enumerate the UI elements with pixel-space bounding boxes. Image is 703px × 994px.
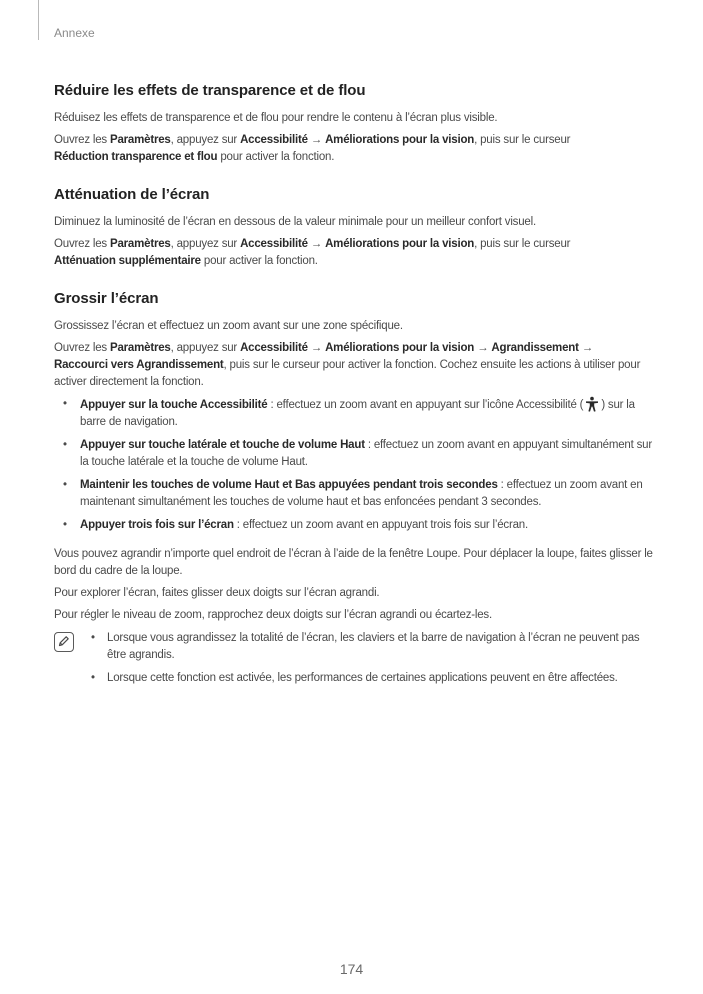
running-header: Annexe (54, 26, 95, 40)
list-item: • Maintenir les touches de volume Haut et Bas appuyées pendant trois secondes : effectuez un zoom avant en maintenant simultanément les touches de volume haut et bas enfoncées pendant 3 secondes. (54, 477, 652, 511)
list-item: • Appuyer trois fois sur l’écran : effectuez un zoom avant en appuyant trois fois sur l’écran. (54, 517, 652, 534)
main-content (54, 82, 654, 693)
note-item: • Lorsque vous agrandissez la totalité de l’écran, les claviers et la barre de navigation à l’écran ne peuvent pas être agrandis. (54, 630, 657, 664)
accessibility-icon (584, 396, 600, 412)
list-item: • Appuyer sur touche latérale et touche de volume Haut : effectuez un zoom avant en appuyant simultanément sur la touche latérale et la touche de volume Haut. (54, 437, 652, 471)
section-title-transparency: Réduire les effets de transparence et de flou (54, 82, 366, 99)
note-item: • Lorsque cette fonction est activée, les performances de certaines applications peuvent en être affectées. (54, 670, 657, 687)
paragraph-explore: Pour explorer l’écran, faites glisser deux doigts sur l’écran agrandi. (54, 587, 380, 599)
section-lead-transparency: Réduisez les effets de transparence et de flou pour rendre le contenu à l’écran plus visible. (54, 112, 498, 124)
section-title-dimming: Atténuation de l’écran (54, 186, 210, 203)
page-number: 174 (339, 961, 364, 977)
section-lead-dimming: Diminuez la luminosité de l’écran en dessous de la valeur minimale pour un meilleur confort visuel. (54, 216, 536, 228)
header-rule (38, 0, 39, 40)
paragraph-loupe: Vous pouvez agrandir n’importe quel endroit de l’écran à l’aide de la fenêtre Loupe. Pour déplacer la loupe, faites glisser le bord du cadre de la loupe. (54, 548, 653, 577)
list-item: • Appuyer sur la touche Accessibilité : effectuez un zoom avant en appuyant sur l’icône Accessibilité ( ) sur la barre de navigation. (54, 396, 652, 431)
section-steps-magnify: Ouvrez les Paramètres, appuyez sur Accessibilité → Améliorations pour la vision → Agrandissement → Raccourci vers Agrandissement, puis sur le curseur pour activer la fonction. Cochez ensuite les actions à utiliser pour activer directement la fonction. (54, 342, 641, 388)
section-steps-transparency: Ouvrez les Paramètres, appuyez sur Accessibilité → Améliorations pour la vision, puis sur le curseur Réduction transparence et flou pour activer la fonction. (54, 134, 571, 163)
section-title-magnify: Grossir l’écran (54, 290, 159, 307)
magnify-options-list (54, 396, 654, 534)
note-block (54, 630, 654, 687)
note-list (54, 630, 654, 687)
paragraph-zoom-level: Pour régler le niveau de zoom, rapprochez deux doigts sur l’écran agrandi ou écartez-les. (54, 609, 492, 621)
section-steps-dimming: Ouvrez les Paramètres, appuyez sur Accessibilité → Améliorations pour la vision, puis sur le curseur Atténuation supplémentaire pour activer la fonction. (54, 238, 571, 267)
section-lead-magnify: Grossissez l’écran et effectuez un zoom avant sur une zone spécifique. (54, 320, 403, 332)
